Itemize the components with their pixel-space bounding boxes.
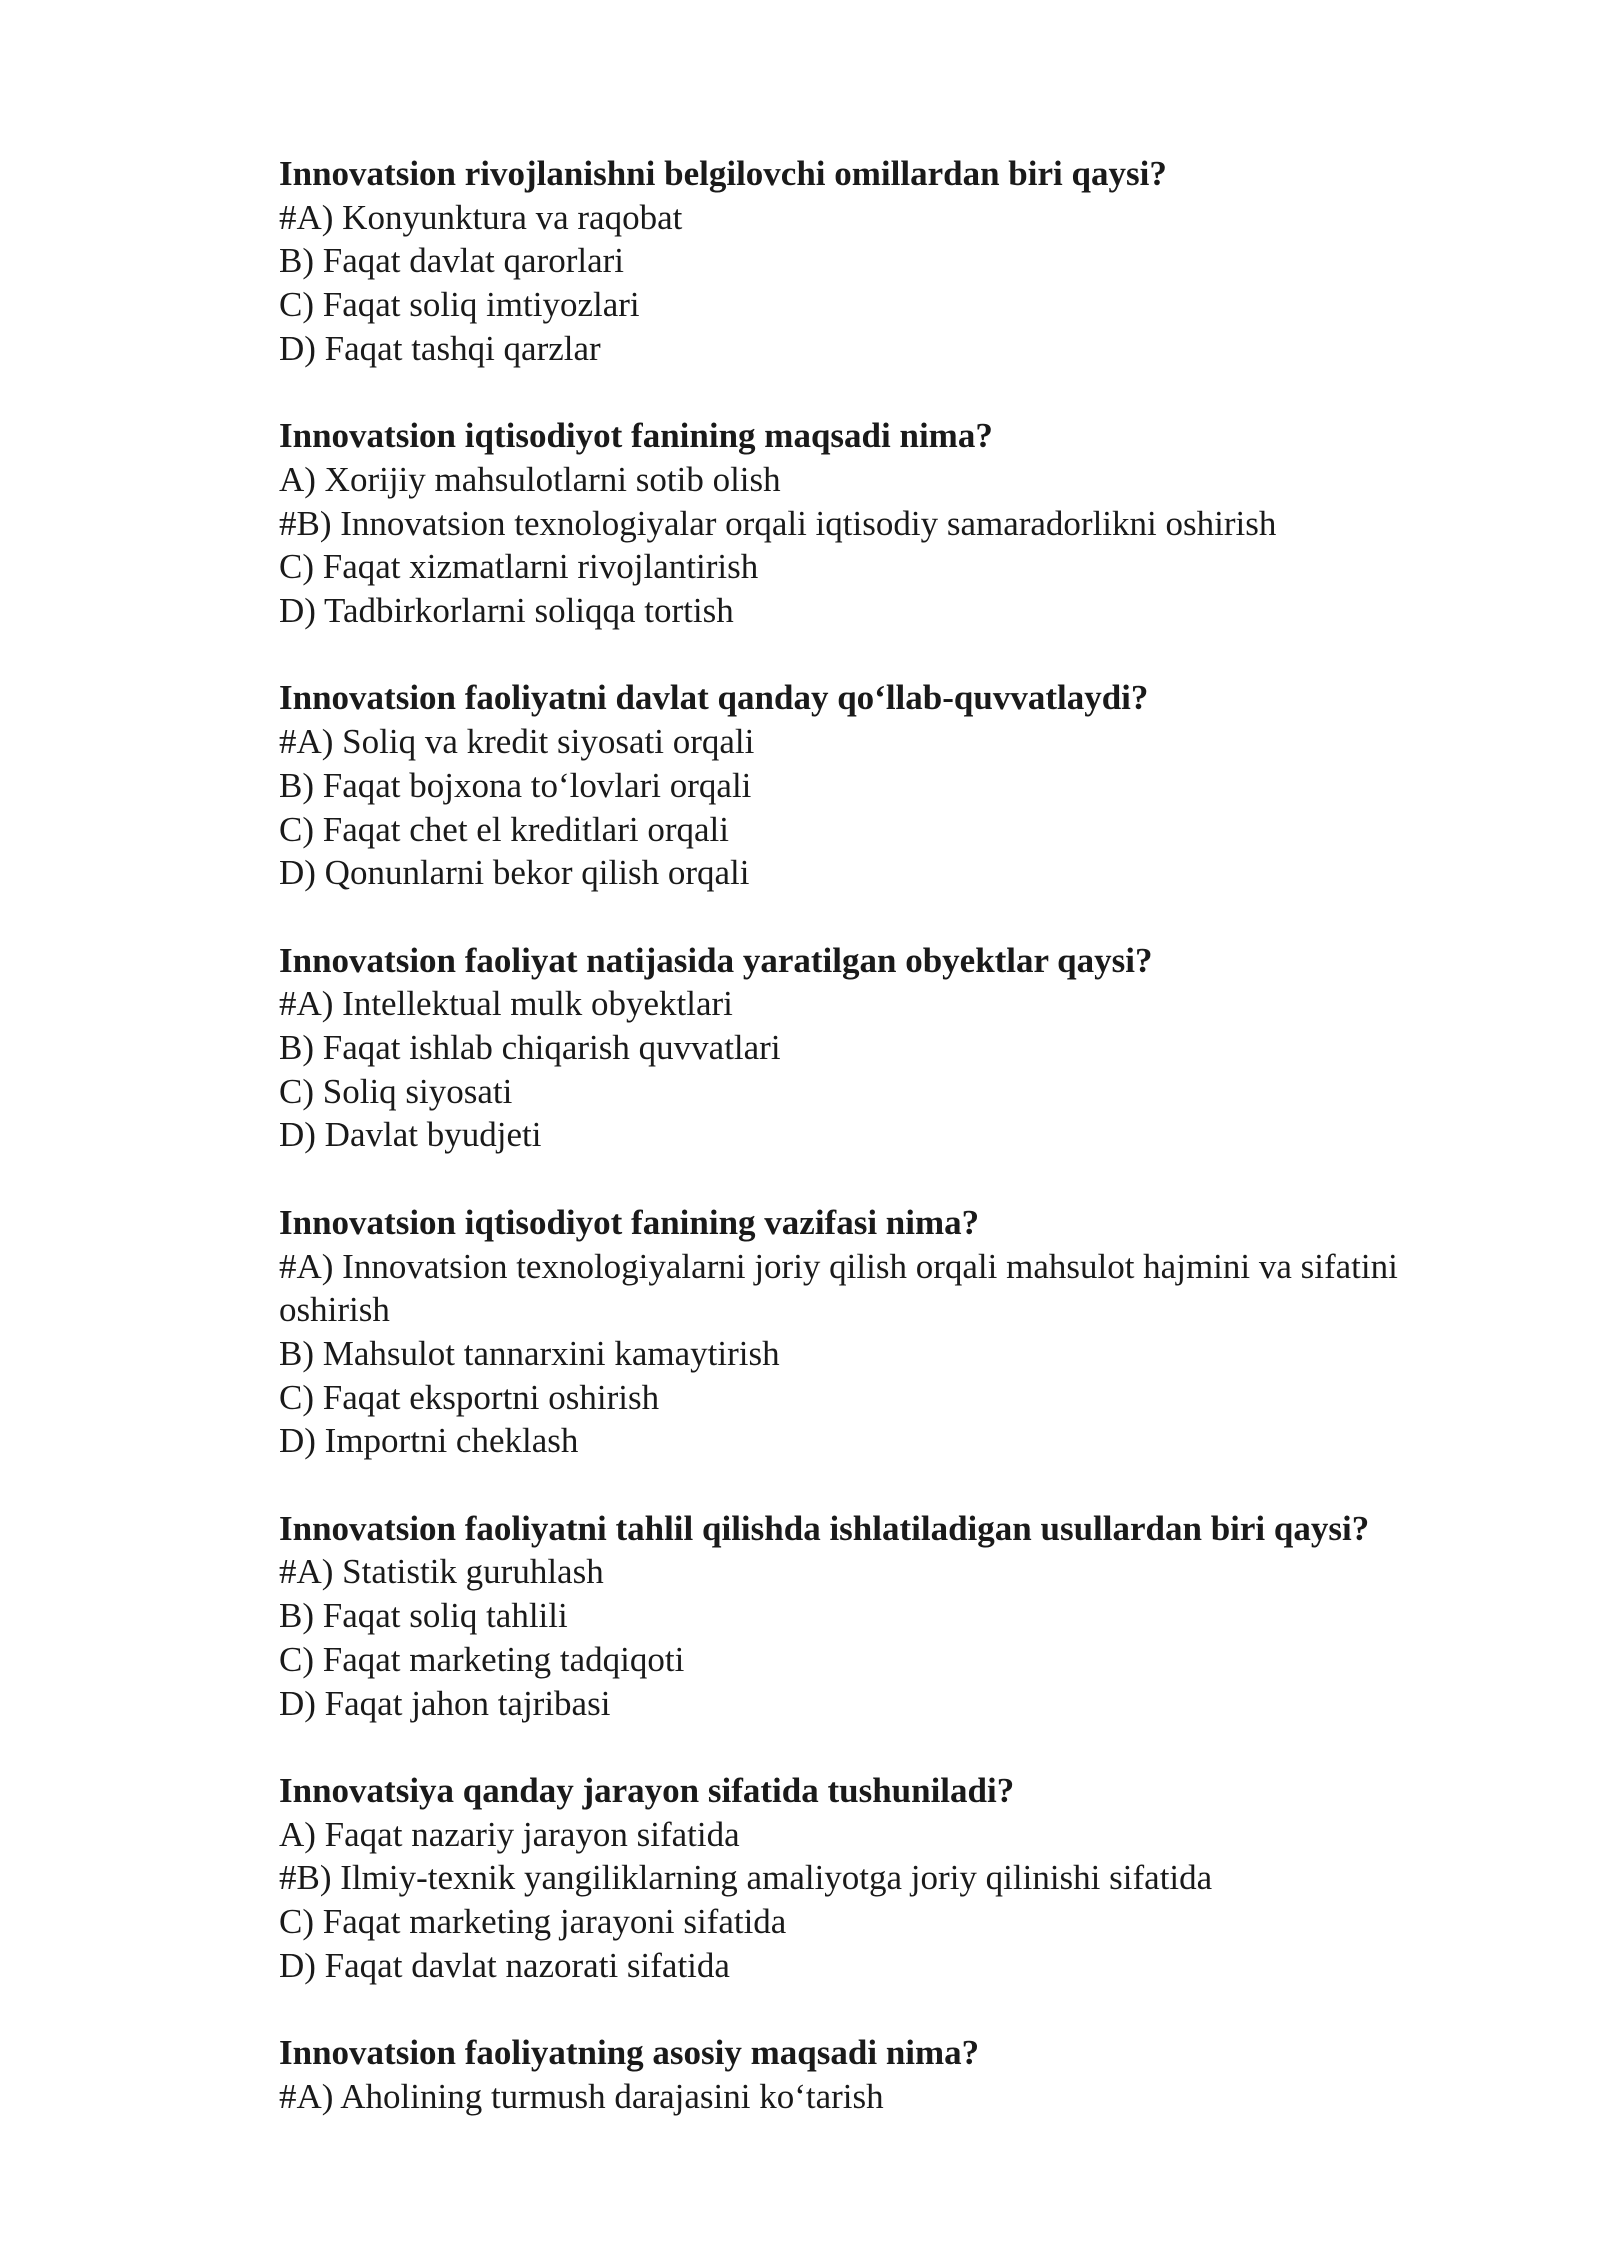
answer-option: B) Mahsulot tannarxini kamaytirish	[279, 1333, 780, 1373]
answer-option: C) Faqat soliq imtiyozlari	[279, 285, 640, 325]
document-page	[279, 152, 1509, 2162]
question-block	[279, 676, 1509, 895]
answer-option: D) Davlat byudjeti	[279, 1115, 542, 1155]
question-block	[279, 414, 1509, 633]
answer-option: B) Faqat bojxona to‘lovlari orqali	[279, 765, 752, 805]
answer-option: #B) Ilmiy-texnik yangiliklarning amaliyotga joriy qilinishi sifatida	[279, 1858, 1213, 1898]
answer-option: A) Faqat nazariy jarayon sifatida	[279, 1814, 740, 1854]
answer-option: D) Faqat davlat nazorati sifatida	[279, 1945, 730, 1985]
answer-option: A) Xorijiy mahsulotlarni sotib olish	[279, 459, 781, 499]
question-text: Innovatsion rivojlanishni belgilovchi omillardan biri qaysi?	[279, 154, 1167, 193]
answer-option: #A) Intellektual mulk obyektlari	[279, 984, 733, 1024]
answer-option: #A) Soliq va kredit siyosati orqali	[279, 722, 755, 762]
answer-option: D) Importni cheklash	[279, 1421, 579, 1461]
answer-option: D) Faqat tashqi qarzlar	[279, 328, 601, 368]
answer-option: D) Tadbirkorlarni soliqqa tortish	[279, 591, 734, 631]
question-block	[279, 1201, 1509, 1463]
question-text: Innovatsion faoliyatni davlat qanday qo‘llab-quvvatlaydi?	[279, 678, 1149, 718]
question-block	[279, 2031, 1509, 2118]
answer-option: C) Faqat chet el kreditlari orqali	[279, 809, 729, 849]
answer-option: #A) Innovatsion texnologiyalarni joriy qilish orqali mahsulot hajmini va sifatini oshirish	[279, 1246, 1398, 1330]
question-text: Innovatsion iqtisodiyot fanining vazifasi nima?	[279, 1202, 980, 1242]
answer-option: D) Qonunlarni bekor qilish orqali	[279, 853, 750, 893]
question-text: Innovatsion faoliyatni tahlil qilishda ishlatiladigan usullardan biri qaysi?	[279, 1508, 1370, 1548]
answer-option: C) Faqat xizmatlarni rivojlantirish	[279, 547, 759, 587]
question-text: Innovatsiya qanday jarayon sifatida tushuniladi?	[279, 1770, 1015, 1810]
answer-option: C) Faqat eksportni oshirish	[279, 1377, 660, 1417]
question-block	[279, 939, 1509, 1158]
answer-option: #A) Konyunktura va raqobat	[279, 197, 683, 237]
answer-option: B) Faqat soliq tahlili	[279, 1596, 568, 1636]
question-text: Innovatsion faoliyatning asosiy maqsadi nima?	[279, 2033, 980, 2073]
answer-option: C) Faqat marketing tadqiqoti	[279, 1639, 685, 1679]
answer-option: #B) Innovatsion texnologiyalar orqali iqtisodiy samaradorlikni oshirish	[279, 503, 1277, 543]
answer-option: #A) Statistik guruhlash	[279, 1552, 604, 1592]
question-block	[279, 152, 1509, 371]
answer-option: #A) Aholining turmush darajasini ko‘tarish	[279, 2076, 884, 2116]
question-text: Innovatsion iqtisodiyot fanining maqsadi nima?	[279, 416, 993, 456]
question-text: Innovatsion faoliyat natijasida yaratilgan obyektlar qaysi?	[279, 940, 1153, 980]
answer-option: B) Faqat davlat qarorlari	[279, 241, 625, 281]
answer-option: C) Soliq siyosati	[279, 1071, 513, 1111]
answer-option: D) Faqat jahon tajribasi	[279, 1683, 611, 1723]
question-block	[279, 1769, 1509, 1988]
answer-option: C) Faqat marketing jarayoni sifatida	[279, 1902, 787, 1942]
answer-option: B) Faqat ishlab chiqarish quvvatlari	[279, 1028, 781, 1068]
question-block	[279, 1507, 1509, 1726]
